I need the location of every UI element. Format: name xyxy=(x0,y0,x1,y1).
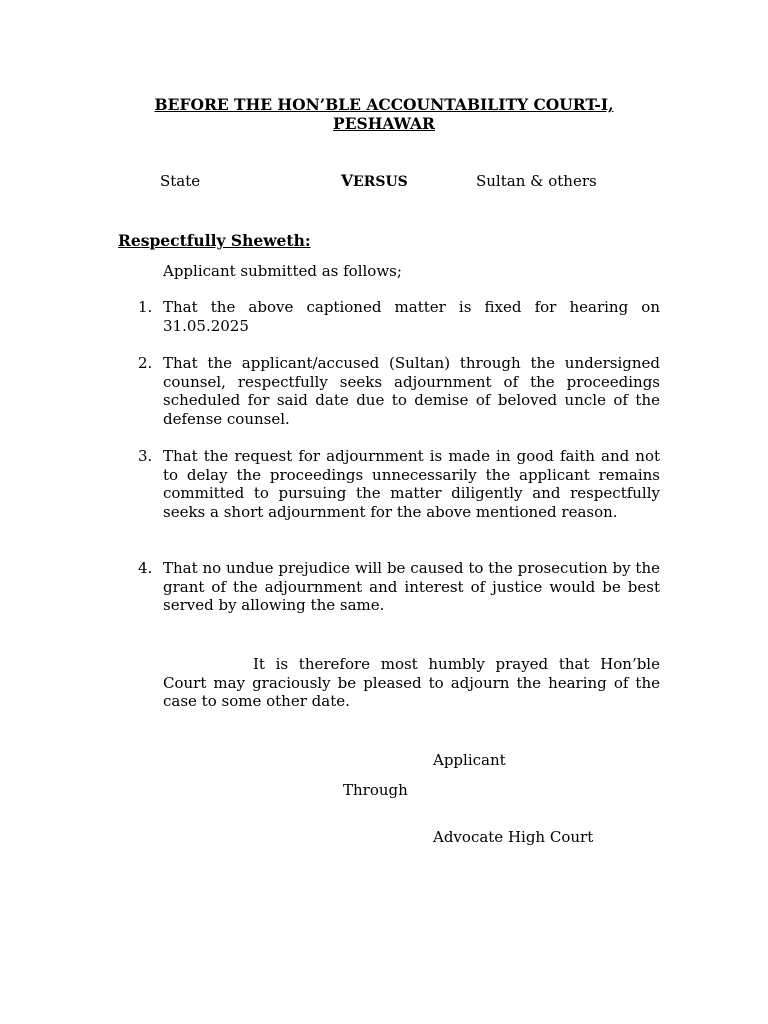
court-heading xyxy=(0,95,768,133)
versus-initial: V xyxy=(341,171,354,190)
item-number: 4. xyxy=(138,559,153,577)
versus-rest: ERSUS xyxy=(353,174,408,190)
list-item xyxy=(138,298,660,335)
signature-advocate: Advocate High Court xyxy=(433,828,594,846)
item-number: 1. xyxy=(138,298,153,316)
list-item xyxy=(138,447,660,522)
item-number: 3. xyxy=(138,447,153,465)
salutation: Respectfully Sheweth: xyxy=(118,231,311,250)
item-text: That the applicant/accused (Sultan) through the undersigned counsel, respectfully seeks adjournment of the proceedings scheduled for said date due to demise of beloved uncle of the defense counsel. xyxy=(163,354,660,429)
item-number: 2. xyxy=(138,354,153,372)
item-text: That the above captioned matter is fixed for hearing on 31.05.2025 xyxy=(163,298,660,335)
list-item xyxy=(138,354,660,429)
list-item xyxy=(138,559,660,615)
prayer-paragraph: It is therefore most humbly prayed that Hon’ble Court may graciously be pleased to adjourn the hearing of the case to some other date. xyxy=(163,655,660,711)
signature-through: Through xyxy=(343,781,408,799)
item-text: That no undue prejudice will be caused to the prosecution by the grant of the adjournment and interest of justice would be best served by allowing the same. xyxy=(163,559,660,615)
court-heading-line2: PESHAWAR xyxy=(333,114,435,133)
intro-line: Applicant submitted as follows; xyxy=(163,262,402,280)
versus-label xyxy=(341,172,408,191)
item-text: That the request for adjournment is made in good faith and not to delay the proceedings unnecessarily the applicant remains committed to pursuing the matter diligently and respectfully seeks a short adjournment for the above mentioned reason. xyxy=(163,447,660,522)
court-heading-line1: BEFORE THE HON’BLE ACCOUNTABILITY COURT-I, xyxy=(154,95,614,114)
party-accused: Sultan & others xyxy=(476,172,597,190)
party-state: State xyxy=(160,172,201,190)
signature-applicant: Applicant xyxy=(433,751,506,769)
